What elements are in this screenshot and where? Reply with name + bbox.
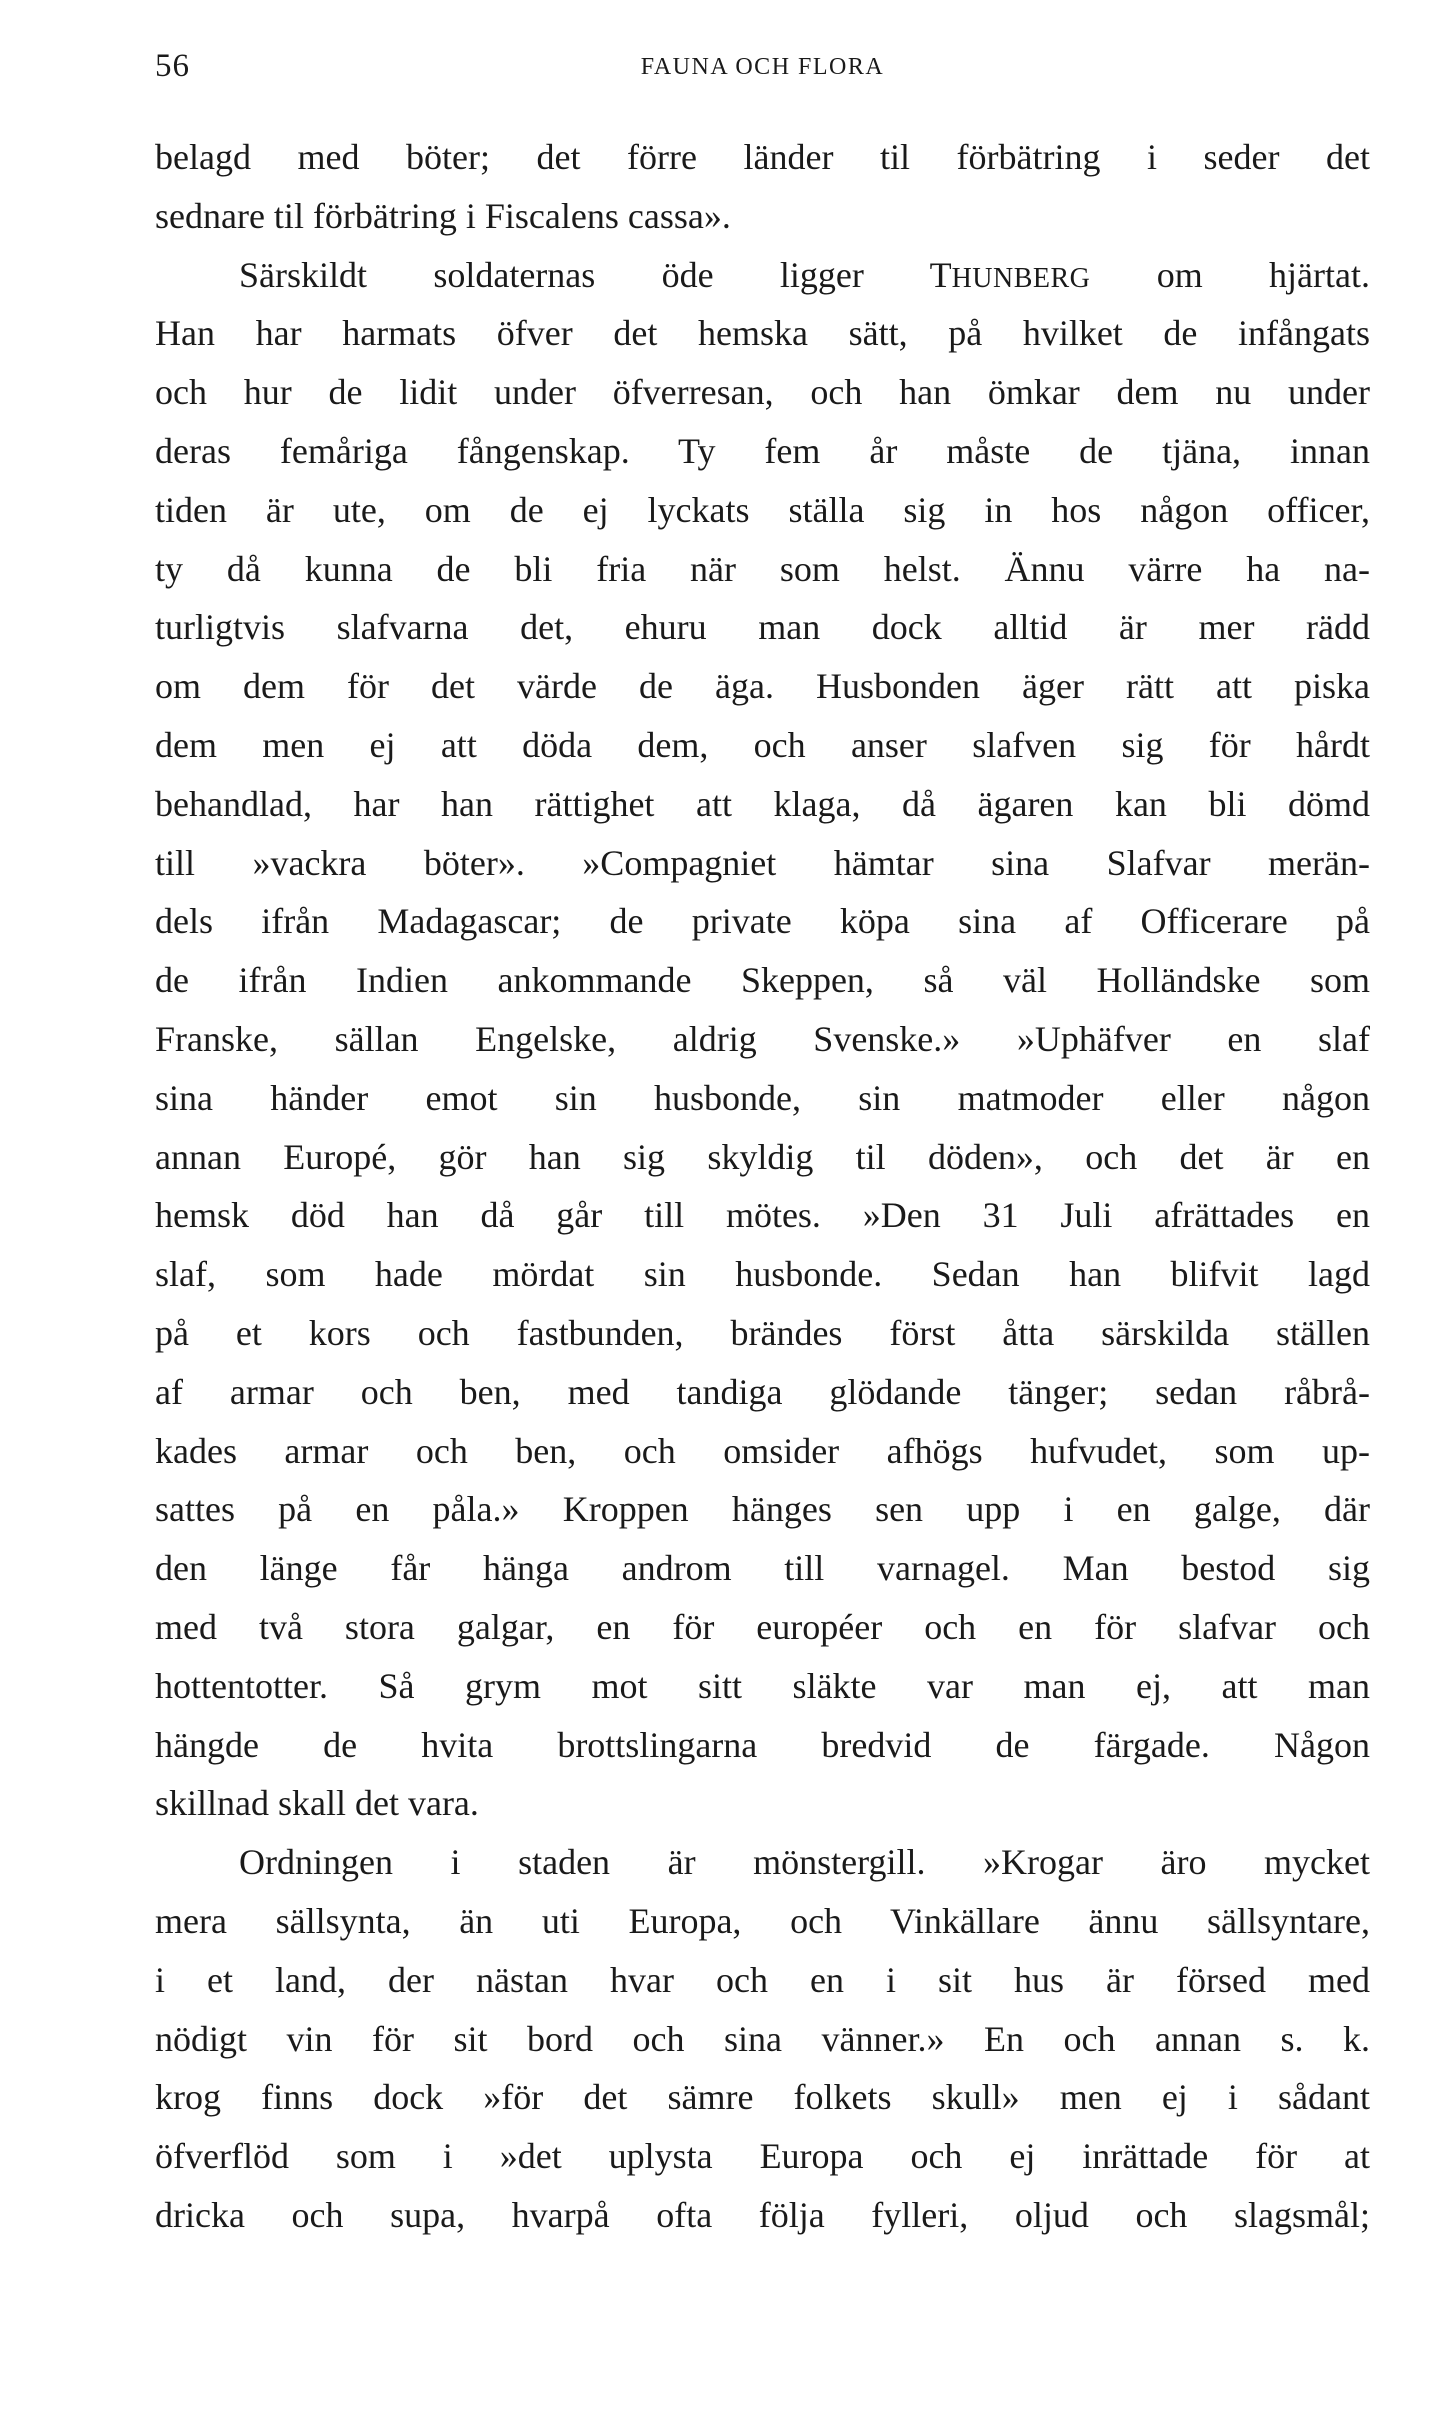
text-line: nödigt vin för sit bord och sina vänner.» En och annan s. k. xyxy=(155,2018,1370,2059)
text-line: de ifrån Indien ankommande Skeppen, så väl Holländske som xyxy=(155,960,1370,1001)
text-line: Särskildt soldaternas öde ligger THUNBERG om hjärtat. xyxy=(239,254,1371,295)
text-line: turligtvis slafvarna det, ehuru man dock alltid är mer rädd xyxy=(155,607,1370,648)
text-line: belagd med böter; det förre länder til förbätring i seder det xyxy=(155,137,1370,177)
running-title: FAUNA OCH FLORA xyxy=(640,54,885,80)
small-caps-name: HUNBERG xyxy=(951,262,1091,294)
text-line: hemsk död han då går till mötes. »Den 31 Juli afrättades en xyxy=(155,1195,1370,1236)
text-line: Ordningen i staden är mönstergill. »Krogar äro mycket xyxy=(239,1842,1370,1883)
text-line: dels ifrån Madagascar; de private köpa sina af Officerare på xyxy=(155,901,1370,942)
text-line: behandlad, har han rättighet att klaga, då ägaren kan bli dömd xyxy=(155,783,1370,824)
text-line: och hur de lidit under öfverresan, och han ömkar dem nu under xyxy=(155,372,1370,413)
text-line: Han har harmats öfver det hemska sätt, på hvilket de infångats xyxy=(155,313,1370,354)
text-line: sattes på en påla.» Kroppen hänges sen upp i en galge, där xyxy=(155,1489,1370,1530)
text-line: annan Europé, gör han sig skyldig til döden», och det är en xyxy=(155,1136,1370,1177)
text-line: deras femåriga fångenskap. Ty fem år måste de tjäna, innan xyxy=(155,430,1370,471)
text-line: af armar och ben, med tandiga glödande tänger; sedan råbrå- xyxy=(155,1371,1370,1412)
text-line: krog finns dock »för det sämre folkets skull» men ej i sådant xyxy=(155,2077,1370,2118)
text-line: till »vackra böter». »Compagniet hämtar sina Slafvar merän- xyxy=(155,842,1370,883)
text-line: öfverflöd som i »det uplysta Europa och ej inrättade för at xyxy=(155,2136,1370,2177)
text-line: hängde de hvita brottslingarna bredvid de färgade. Någon xyxy=(155,1724,1370,1765)
page-number: 56 xyxy=(155,48,190,84)
text-line: sednare til förbätring i Fiscalens cassa». xyxy=(155,195,731,236)
body-text xyxy=(155,128,1370,2245)
text-line: tiden är ute, om de ej lyckats ställa sig in hos någon officer, xyxy=(155,489,1370,530)
text-line: om dem för det värde de äga. Husbonden äger rätt att piska xyxy=(155,666,1370,707)
text-line: kades armar och ben, och omsider afhögs hufvudet, som up- xyxy=(155,1430,1370,1471)
text-line: dricka och supa, hvarpå ofta följa fylleri, oljud och slagsmål; xyxy=(155,2194,1370,2235)
running-head xyxy=(155,48,1370,88)
text-line: med två stora galgar, en för européer och en för slafvar och xyxy=(155,1606,1370,1647)
text-line: hottentotter. Så grym mot sitt släkte var man ej, att man xyxy=(155,1665,1370,1706)
text-line: i et land, der nästan hvar och en i sit hus är försed med xyxy=(155,1959,1370,2000)
text-line: slaf, som hade mördat sin husbonde. Sedan han blifvit lagd xyxy=(155,1254,1370,1295)
text-line: dem men ej att döda dem, och anser slafven sig för hårdt xyxy=(155,724,1370,765)
text-line: skillnad skall det vara. xyxy=(155,1783,479,1824)
text-line: den länge får hänga androm till varnagel. Man bestod sig xyxy=(155,1548,1370,1589)
text-line: på et kors och fastbunden, brändes först åtta särskilda ställen xyxy=(155,1312,1370,1353)
text-line: mera sällsynta, än uti Europa, och Vinkällare ännu sällsyntare, xyxy=(155,1900,1370,1941)
text-line: sina händer emot sin husbonde, sin matmoder eller någon xyxy=(155,1077,1370,1118)
text-line: ty då kunna de bli fria när som helst. Ännu värre ha na- xyxy=(155,548,1370,589)
text-line: Franske, sällan Engelske, aldrig Svenske.» »Uphäfver en slaf xyxy=(155,1018,1370,1059)
